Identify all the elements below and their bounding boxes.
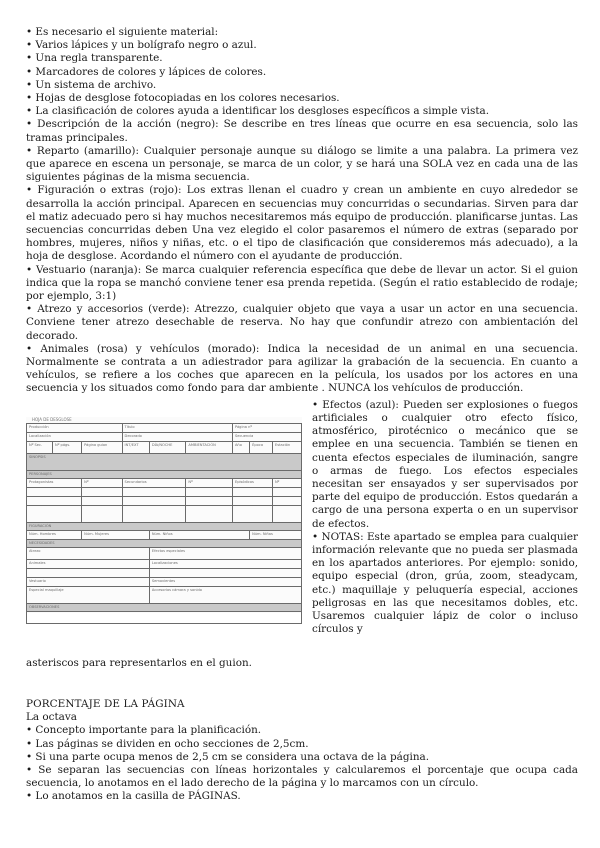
list-item: • Es necesario el siguiente material: — [26, 26, 219, 38]
list-item: • Varios lápices y un bolígrafo negro o azul. — [26, 39, 257, 52]
list-item: • Si una parte ocupa menos de 2,5 cm se considera una octava de la página. — [26, 750, 430, 763]
list-item: • Una regla transparente. — [26, 52, 163, 65]
form-cell: Página nº — [232, 423, 301, 432]
list-item: • Marcadores de colores y lápices de colores. — [26, 65, 267, 78]
form-band-sinopsis: SINOPSIS — [27, 453, 302, 470]
form-cell: Estación — [272, 441, 301, 453]
form-cell: Atrezo — [27, 547, 150, 559]
form-cell: Núm. Mujeres — [82, 530, 150, 539]
form-cell: Vestuario — [27, 577, 150, 586]
category-efectos: • Efectos (azul): Pueden ser explosiones o fuegos artificiales o cualquier otro efecto físico, atmosférico, pirotécnico o mecánico que se emplee en una secuencia. También se tienen en cuenta efectos especiales de iluminación, sangre o armas de fuego. Los efectos especiales necesitan ser ensayados y ser supervisados por parte del equipo de producción. Estos quedarán a cargo de una persona experta o en un supervisor de efectos. — [312, 398, 578, 530]
two-column-section — [26, 399, 578, 657]
form-cell: DÍA/NOCHE — [149, 441, 186, 453]
form-cell: Decorado — [122, 432, 232, 441]
list-item: • Lo anotamos en la casilla de PÁGINAS. — [26, 790, 241, 803]
form-cell: Animales — [27, 559, 150, 568]
list-item: • Hojas de desglose fotocopiadas en los colores necesarios. — [26, 92, 340, 105]
category-animales-vehiculos: • Animales (rosa) y vehículos (morado): Indica la necesidad de un animal en una secuencia. Normalmente se contrata a un adiestrador para agilizar la grabación de la secuencia. En cuanto a vehículos, se refiere a los coches que aparecen en la película, los usados por los actores en una secuencia y los situados como fondo para dar ambiente . NUNCA los vehículos de producción. — [26, 342, 578, 395]
category-reparto: • Reparto (amarillo): Cualquier personaje aunque su diálogo se limite a una palabra. La primera vez que aparece en escena un personaje, se marca de un color, y se hará una SOLA vez en cada una de las siguientes páginas de la misma secuencia. — [26, 144, 578, 184]
section-subheading: La octava — [26, 711, 77, 724]
document-page — [26, 26, 578, 804]
category-figuracion: • Figuración o extras (rojo): Los extras llenan el cuadro y crean un ambiente en cuyo alrededor se desarrolla la acción principal. Aparecen en secuencias muy concurridas o secundarias. Sirven para dar el matiz adecuado pero si hay muchos necesitaremos más equipo de producción. planificarse juntas. Las secuencias concurridas deben Una vez elegido el color pasaremos el número de extras (separado por hombres, mujeres, niños y niñas, etc. o el tipo de clasificación que consideremos más adecuado), a la hoja de desglose. Acordando el número con el ayudante de producción. — [26, 184, 578, 263]
form-cell: Nº — [82, 478, 122, 487]
form-cell: Título — [122, 423, 232, 432]
category-descripcion: • Descripción de la acción (negro): Se describe en tres líneas que ocurre en esa secuencia, solo las tramas principales. — [26, 118, 578, 144]
form-cell: Localizaciones — [149, 559, 301, 568]
form-cell: Nº págs. — [53, 441, 82, 453]
materials-list — [26, 26, 578, 118]
form-cell: Protagonistas — [27, 478, 82, 487]
form-band-observaciones: OBSERVACIONES — [27, 603, 302, 611]
list-item: • La clasificación de colores ayuda a identificar los desgloses específicos a simple vista. — [26, 105, 489, 118]
form-cell: Episódicos — [232, 478, 272, 487]
right-column-text — [312, 399, 578, 637]
form-cell: Núm. Hombres — [27, 530, 82, 539]
list-item: • Un sistema de archivo. — [26, 78, 157, 91]
form-cell: Producción — [27, 423, 123, 432]
form-cell: Efectos especiales — [149, 547, 301, 559]
list-item: • Las páginas se dividen en ocho secciones de 2,5cm. — [26, 737, 309, 750]
form-cell: Época — [250, 441, 273, 453]
form-band-figuracion: FIGURACIÓN — [27, 522, 302, 530]
breakdown-sheet-image — [26, 417, 302, 613]
category-vestuario: • Vestuario (naranja): Se marca cualquier referencia específica que debe de llevar un actor. Si el guion indica que la ropa se manchó conviene tener esa prenda repetida. (Según el ratio establecido de rodaje; por ejemplo, 3:1) — [26, 263, 578, 303]
color-categories — [26, 118, 578, 395]
form-cell: Semovientes — [149, 577, 301, 586]
form-title: HOJA DE DESGLOSE — [32, 416, 72, 422]
form-cell: Secuencia — [232, 432, 301, 441]
form-cell: AMBIENTACIÓN — [186, 441, 233, 453]
form-cell: Año — [232, 441, 249, 453]
form-cell: Nº — [186, 478, 233, 487]
list-item: • Concepto importante para la planificación. — [26, 724, 262, 737]
form-cell: Núm. Niñas — [250, 530, 302, 539]
category-atrezo: • Atrezo y accesorios (verde): Atrezzo, cualquier objeto que vaya a usar un actor en una secuencia. Conviene tener atrezo desechable de reserva. No hay que confundir atrezo con ambientación del decorado. — [26, 303, 578, 342]
form-cell: Nº — [272, 478, 301, 487]
form-cell: Página guion — [82, 441, 122, 453]
form-cell: INT/EXT — [122, 441, 149, 453]
form-cell: Accesorios cámara y sonido — [149, 586, 301, 603]
page-percentage-section — [26, 698, 578, 804]
category-notas: • NOTAS: Este apartado se emplea para cualquier información relevante que no pueda ser plasmada en los apartados anteriores. Por ejemplo: sonido, equipo especial (dron, grúa, zoom, steadycam, etc.) maquillaje y peluquería especial, acciones peligrosas en las que necesitamos dobles, etc. Usaremos cualquier lápiz de color o incluso círculos y — [312, 530, 578, 636]
form-cell: Secundarios — [122, 478, 186, 487]
form-cell: Nº Sec. — [27, 441, 53, 453]
form-band-personajes: PERSONAJES — [27, 470, 302, 478]
list-item: • Se separan las secuencias con líneas horizontales y calcularemos el porcentaje que ocupa cada secuencia, lo anotamos en el lado derecho de la página y lo marcamos con un círculo. — [26, 763, 578, 790]
form-cell: Núm. Niños — [149, 530, 249, 539]
form-cell: Especial maquillaje — [27, 586, 150, 603]
form-band-necesidades: NECESIDADES — [27, 539, 302, 547]
section-heading: PORCENTAJE DE LA PÁGINA — [26, 697, 185, 710]
breakdown-form-table — [26, 423, 302, 624]
form-cell: Localización — [27, 432, 123, 441]
notas-continuation: asteriscos para representarlos en el guion. — [26, 656, 252, 669]
